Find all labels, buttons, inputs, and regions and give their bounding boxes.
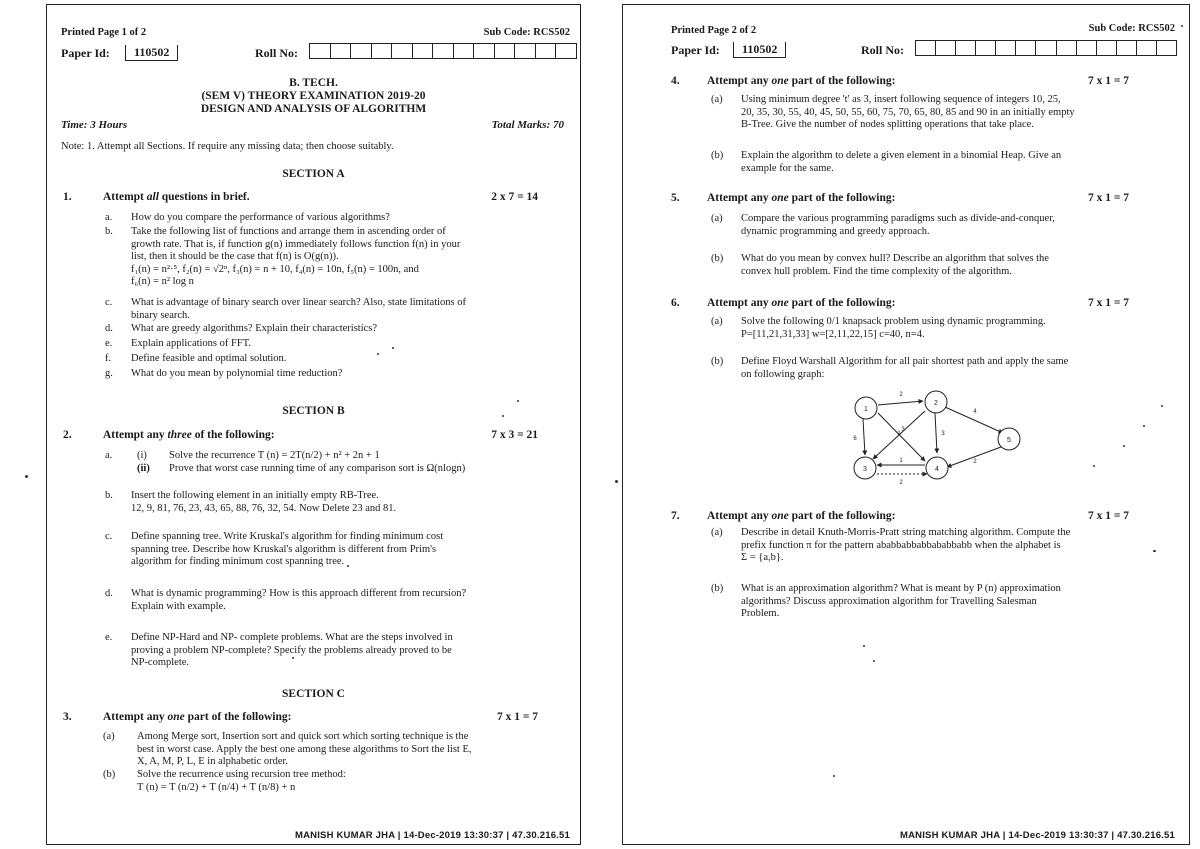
q5-item: (b) What do you mean by convex hull? Describe an algorithm that solves the convex hull problem. Find the time complexity of the algorithm. bbox=[711, 253, 1049, 277]
q1-item: a. How do you compare the performance of various algorithms? bbox=[105, 212, 390, 223]
node-label: 3 bbox=[863, 466, 867, 473]
exam-page-1 bbox=[46, 4, 581, 845]
q1-item: b. Take the following list of functions and arrange them in ascending order of growth rate. That is, if function g(n) immediately follows function f(n) in your list, then it should be the case that f(n) is O(g(n)). f₁(n) = n²·⁵, f₂(n) = √2ⁿ, f₃(n) = n + 10, f₄(n) = 10n, f₅(n) = 100n, and f₆(n) = n² log n bbox=[105, 226, 461, 287]
q7-item: (b) What is an approximation algorithm? What is meant by P (n) approximation algorithms? Discuss approximation algorithm for Travelling Salesman Problem. bbox=[711, 583, 1061, 619]
total-marks: Total Marks: 70 bbox=[491, 119, 564, 131]
q4-heading: Attempt any one part of the following: bbox=[707, 75, 896, 87]
printed-page-label: Printed Page 1 of 2 bbox=[61, 27, 147, 38]
q3-item: (a) Among Merge sort, Insertion sort and quick sort which sorting technique is the best in worst case. Apply the best one among these algorithms to Sort the list E, X, A, M, P, L, E in alphabetic order. bbox=[103, 731, 472, 767]
q3-item: (b) Solve the recurrence using recursion tree method: T (n) = T (n/2) + T (n/4) + T (n/8) + n bbox=[103, 769, 346, 793]
node-label: 1 bbox=[864, 406, 868, 413]
time-label: Time: 3 Hours bbox=[61, 119, 128, 131]
paper-id: 110502 bbox=[125, 45, 178, 61]
section-c-heading: SECTION C bbox=[282, 688, 345, 700]
section-a-heading: SECTION A bbox=[282, 168, 345, 180]
q2-a-ii-text: Prove that worst case running time of any comparison sort is Ω(nlogn) bbox=[169, 463, 466, 474]
q7-number: 7. bbox=[671, 510, 680, 522]
q3-heading: Attempt any one part of the following: bbox=[103, 711, 292, 723]
paper-id: 110502 bbox=[733, 42, 786, 58]
roll-no-label: Roll No: bbox=[255, 46, 298, 60]
sub-code: Sub Code: RCS502 bbox=[483, 27, 570, 38]
section-b-heading: SECTION B bbox=[282, 405, 345, 417]
roll-no-label: Roll No: bbox=[861, 43, 904, 57]
footer-stamp: MANISH KUMAR JHA | 14-Dec-2019 13:30:37 | 47.30.216.51 bbox=[294, 830, 570, 841]
roll-no-boxes bbox=[309, 43, 577, 59]
edge-weight: 2 bbox=[973, 459, 977, 465]
q2-marks: 7 x 3 = 21 bbox=[491, 429, 538, 441]
paper-id-box bbox=[733, 40, 786, 58]
edge-weight: 1 bbox=[899, 458, 903, 464]
edge-1-2 bbox=[878, 401, 923, 405]
q2-item: e. Define NP-Hard and NP- complete problems. What are the steps involved in proving a problem NP-complete? Specify the problems already proved to be NP-complete. bbox=[105, 632, 453, 668]
q4-number: 4. bbox=[671, 75, 680, 87]
exam-title: (SEM V) THEORY EXAMINATION 2019-20 bbox=[201, 90, 426, 102]
q4-marks: 7 x 1 = 7 bbox=[1087, 75, 1129, 87]
edge-weight: 4 bbox=[973, 409, 977, 415]
floyd-warshall-graph bbox=[833, 383, 1033, 493]
q5-heading: Attempt any one part of the following: bbox=[707, 192, 896, 204]
q1-item: c. What is advantage of binary search over linear search? Also, state limitations of binary search. bbox=[105, 297, 467, 321]
q6-number: 6. bbox=[671, 297, 680, 309]
subject-title: DESIGN AND ANALYSIS OF ALGORITHM bbox=[200, 103, 427, 115]
edge-weight: 6 bbox=[853, 436, 857, 442]
q5-item: (a) Compare the various programming paradigms such as divide-and-conquer, dynamic programming and greedy approach. bbox=[711, 213, 1055, 237]
q2-item: b. Insert the following element in an initially empty RB-Tree. 12, 9, 81, 76, 23, 43, 65, 88, 76, 32, 54. Now Delete 23 and 81. bbox=[105, 490, 397, 514]
exam-page-2 bbox=[622, 4, 1190, 845]
edge-1-3 bbox=[863, 419, 865, 455]
q5-number: 5. bbox=[671, 192, 680, 204]
node-label: 4 bbox=[935, 466, 939, 473]
roll-no-boxes bbox=[915, 40, 1177, 56]
q2-a-label: a. bbox=[105, 450, 113, 461]
q1-number: 1. bbox=[63, 191, 72, 203]
q1-item: e. Explain applications of FFT. bbox=[105, 338, 251, 349]
q2-item: c. Define spanning tree. Write Kruskal's algorithm for finding minimum cost spanning tree. Describe how Kruskal's algorithm is different from Prim's algorithm for finding minimum cost spanning tree. bbox=[105, 531, 444, 567]
q7-heading: Attempt any one part of the following: bbox=[707, 510, 896, 522]
q2-item: d. What is dynamic programming? How is this approach different from recursion? Explain with example. bbox=[105, 588, 467, 612]
printed-page-label: Printed Page 2 of 2 bbox=[671, 25, 757, 36]
q2-a-i-label: (i) bbox=[137, 450, 147, 461]
q5-marks: 7 x 1 = 7 bbox=[1087, 192, 1129, 204]
edge-weight: 3 bbox=[941, 431, 945, 437]
q3-marks: 7 x 1 = 7 bbox=[496, 711, 538, 723]
q6-heading: Attempt any one part of the following: bbox=[707, 297, 896, 309]
footer-stamp: MANISH KUMAR JHA | 14-Dec-2019 13:30:37 | 47.30.216.51 bbox=[899, 830, 1175, 841]
q3-number: 3. bbox=[63, 711, 72, 723]
degree-title: B. TECH. bbox=[289, 77, 338, 89]
edge-weight: 2 bbox=[899, 392, 903, 398]
q2-number: 2. bbox=[63, 429, 72, 441]
q1-item: d. What are greedy algorithms? Explain their characteristics? bbox=[105, 323, 378, 334]
q1-item: g. What do you mean by polynomial time reduction? bbox=[105, 368, 343, 379]
paper-id-box bbox=[125, 43, 178, 61]
q7-marks: 7 x 1 = 7 bbox=[1087, 510, 1129, 522]
q1-marks: 2 x 7 = 14 bbox=[491, 191, 538, 203]
edge-1-4 bbox=[878, 413, 925, 461]
sub-code: Sub Code: RCS502 bbox=[1088, 23, 1175, 34]
q4-item: (b) Explain the algorithm to delete a given element in a binomial Heap. Give an example for the same. bbox=[711, 150, 1062, 174]
q4-item: (a) Using minimum degree 't' as 3, insert following sequence of integers 10, 25, 20, 35, 30, 55, 40, 45, 50, 55, 60, 75, 70, 65, 80, 85 and 90 in an initially empty B-Tree. Give the number of nodes splitting operations that take place. bbox=[711, 94, 1075, 130]
node-label: 5 bbox=[1007, 437, 1011, 444]
note: Note: 1. Attempt all Sections. If require any missing data; then choose suitably. bbox=[61, 141, 394, 152]
q2-heading: Attempt any three of the following: bbox=[103, 429, 275, 441]
edge-2-4 bbox=[935, 413, 937, 453]
edge-weight: 3 bbox=[901, 427, 905, 433]
q6-item: (b) Define Floyd Warshall Algorithm for all pair shortest path and apply the same on following graph: bbox=[711, 356, 1069, 380]
q1-item: f. Define feasible and optimal solution. bbox=[105, 353, 287, 364]
paper-id-label: Paper Id: bbox=[61, 46, 110, 60]
paper-id-label: Paper Id: bbox=[671, 43, 720, 57]
q6-item: (a) Solve the following 0/1 knapsack problem using dynamic programming. P=[11,21,31,33] w=[2,11,22,15] c=40, n=4. bbox=[711, 316, 1046, 340]
q1-heading: Attempt all questions in brief. bbox=[103, 191, 250, 203]
edge-weight: 1 bbox=[897, 431, 901, 437]
node-label: 2 bbox=[934, 400, 938, 407]
q6-marks: 7 x 1 = 7 bbox=[1087, 297, 1129, 309]
q2-a-i-text: Solve the recurrence T (n) = 2T(n/2) + n² + 2n + 1 bbox=[169, 450, 380, 461]
edge-weight: 2 bbox=[899, 480, 903, 486]
q7-item: (a) Describe in detail Knuth-Morris-Pratt string matching algorithm. Compute the prefix function π for the pattern ababbabbabbababbabb when the alphabet is Σ = {a,b}. bbox=[711, 527, 1071, 563]
q2-a-ii-label: (ii) bbox=[137, 463, 150, 474]
